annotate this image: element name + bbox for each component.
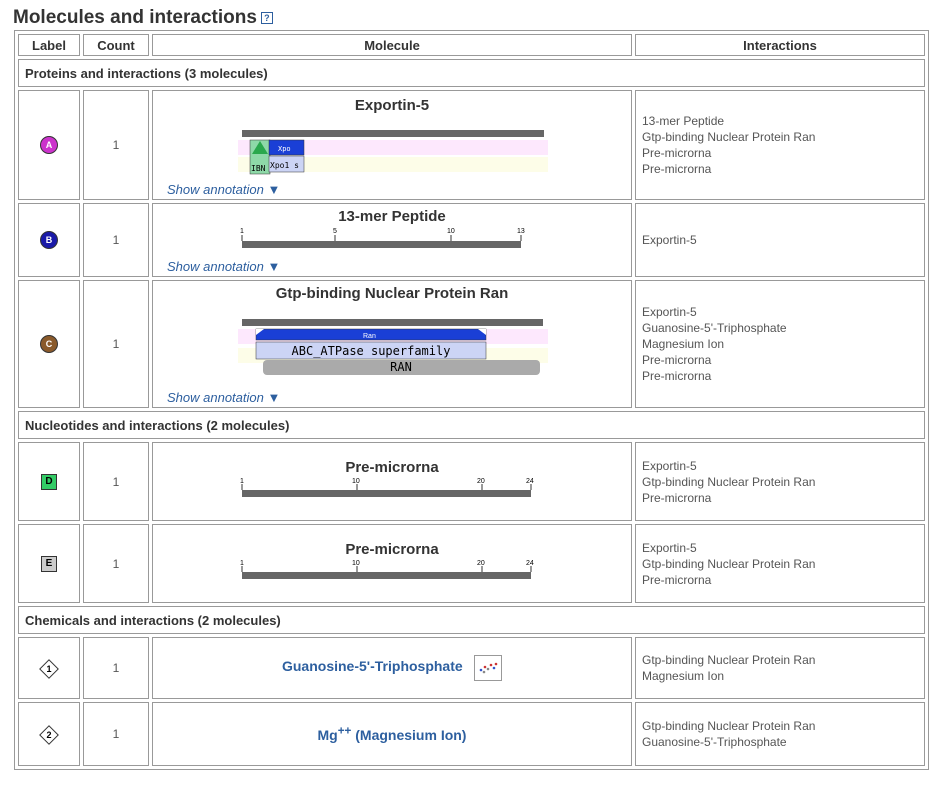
header-row: [18, 34, 925, 56]
interaction-item[interactable]: Pre-microrna: [642, 490, 712, 505]
molecule-cell: [152, 442, 632, 521]
interactions-cell: [635, 702, 925, 766]
table-row-2: [18, 702, 925, 766]
structure-thumbnail-graphic: [475, 656, 501, 680]
molecules-table: [14, 30, 929, 770]
interactions-cell: [635, 90, 925, 200]
sequence-bar: [242, 319, 543, 326]
chemical-name-link[interactable]: [317, 724, 467, 744]
label-cell: [18, 280, 80, 408]
xpo-label: Xpo: [278, 145, 291, 153]
ruler-bar: [242, 572, 531, 579]
interactions-cell: [635, 203, 925, 277]
interaction-item[interactable]: Magnesium Ion: [642, 337, 725, 351]
header-count: Count: [83, 34, 149, 56]
count-cell: 1: [83, 90, 149, 200]
count-cell: 1: [83, 442, 149, 521]
tick-label: 1: [240, 478, 244, 485]
tick-label: 20: [477, 478, 485, 485]
interactions-cell: [635, 442, 925, 521]
interaction-item[interactable]: Pre-microrna: [642, 353, 712, 367]
molecule-name: Exportin-5: [354, 97, 430, 114]
header-label: Label: [18, 34, 80, 56]
tick-label: 10: [352, 478, 360, 485]
table-row-b: [18, 203, 925, 277]
interactions-cell: [635, 524, 925, 603]
sequence-ruler[interactable]: [153, 476, 631, 504]
interaction-item[interactable]: Pre-microrna: [642, 369, 712, 383]
table-row-a: [18, 90, 925, 200]
molecule-name: 13-mer Peptide: [338, 208, 446, 225]
table-row-d: [18, 442, 925, 521]
sequence-ruler[interactable]: [153, 558, 631, 586]
ran-family-label: RAN: [390, 360, 412, 374]
count-cell: 1: [83, 637, 149, 699]
interaction-item[interactable]: Exportin-5: [642, 458, 697, 473]
interaction-item[interactable]: Pre-microrna: [642, 162, 712, 176]
interaction-item[interactable]: Exportin-5: [642, 233, 697, 247]
table-row-c: [18, 280, 925, 408]
interaction-item[interactable]: 13-mer Peptide: [642, 114, 725, 128]
tick-label: 1: [240, 560, 244, 567]
label-badge-a[interactable]: A: [40, 136, 58, 154]
molecule-cell: [152, 280, 632, 408]
section-nucleotides-title: Nucleotides and interactions (2 molecules): [18, 411, 925, 439]
label-cell: [18, 442, 80, 521]
section-proteins-title: Proteins and interactions (3 molecules): [18, 59, 925, 87]
label-cell: [18, 90, 80, 200]
section-chemicals-title: Chemicals and interactions (2 molecules): [18, 606, 925, 634]
interaction-item[interactable]: Guanosine-5'-Triphosphate: [642, 735, 787, 749]
page-title: [13, 7, 273, 29]
show-annotation-link[interactable]: Show annotation ▼: [167, 182, 281, 197]
label-cell: [18, 702, 80, 766]
interaction-item[interactable]: Pre-microrna: [642, 572, 712, 587]
tick-label: 24: [526, 560, 534, 567]
show-annotation-link[interactable]: Show annotation ▼: [167, 390, 281, 405]
section-chemicals: [18, 606, 925, 634]
label-badge-1-text: 1: [46, 663, 52, 674]
header-interactions: Interactions: [635, 34, 925, 56]
chemical-name-main: Mg: [317, 727, 338, 744]
table-row-1: [18, 637, 925, 699]
tick-label: 20: [477, 560, 485, 567]
label-cell: [18, 524, 80, 603]
chemical-name-charge: ++: [337, 724, 352, 738]
chemical-name-rest: (Magnesium Ion): [351, 727, 467, 744]
count-cell: 1: [83, 280, 149, 408]
ruler-bar: [242, 490, 531, 497]
help-icon[interactable]: ?: [261, 12, 273, 24]
molecule-cell: [152, 524, 632, 603]
molecule-cell: [152, 702, 632, 766]
interaction-item[interactable]: Gtp-binding Nuclear Protein Ran: [642, 130, 816, 144]
count-cell: 1: [83, 702, 149, 766]
molecule-cell: [152, 203, 632, 277]
section-nucleotides: [18, 411, 925, 439]
show-annotation-link[interactable]: Show annotation ▼: [167, 259, 281, 274]
tick-label: 10: [447, 228, 455, 235]
label-badge-2-text: 2: [46, 729, 52, 740]
xpo1s-label: Xpo1 s: [270, 161, 299, 170]
tick-label: 10: [352, 560, 360, 567]
table-row-e: [18, 524, 925, 603]
interaction-item[interactable]: Gtp-binding Nuclear Protein Ran: [642, 474, 816, 489]
label-badge-1[interactable]: [39, 659, 59, 679]
interaction-item[interactable]: Pre-microrna: [642, 146, 712, 160]
molecule-name: Pre-microrna: [345, 459, 439, 476]
interaction-item[interactable]: Guanosine-5'-Triphosphate: [642, 321, 787, 335]
ran-small-label: Ran: [363, 333, 376, 340]
label-badge-d[interactable]: D: [41, 474, 57, 490]
tick-label: 5: [333, 228, 337, 235]
molecule-name: Gtp-binding Nuclear Protein Ran: [275, 285, 509, 302]
interactions-cell: [635, 280, 925, 408]
interaction-item[interactable]: Gtp-binding Nuclear Protein Ran: [642, 653, 816, 667]
label-cell: [18, 203, 80, 277]
interaction-item[interactable]: Exportin-5: [642, 540, 697, 555]
sequence-ruler[interactable]: [153, 225, 631, 257]
chemical-name-link[interactable]: Guanosine-5'-Triphosphate: [281, 658, 463, 675]
page-title-text: Molecules and interactions: [13, 7, 257, 28]
interaction-item[interactable]: Exportin-5: [642, 305, 697, 319]
interaction-item[interactable]: Magnesium Ion: [642, 669, 725, 683]
header-molecule: Molecule: [152, 34, 632, 56]
label-badge-2[interactable]: [39, 725, 59, 745]
molecule-cell: [152, 90, 632, 200]
interaction-item[interactable]: Gtp-binding Nuclear Protein Ran: [642, 556, 816, 571]
tick-label: 24: [526, 478, 534, 485]
interactions-cell: [635, 637, 925, 699]
label-badge-b[interactable]: B: [40, 231, 58, 249]
sequence-viewer[interactable]: [153, 302, 631, 392]
ibn-label: IBN: [251, 164, 266, 173]
interaction-item[interactable]: Gtp-binding Nuclear Protein Ran: [642, 719, 816, 733]
ruler-bar: [242, 241, 521, 248]
section-proteins: [18, 59, 925, 87]
structure-thumbnail-icon[interactable]: [474, 655, 502, 681]
sequence-bar: [242, 130, 544, 137]
molecule-cell: [152, 637, 632, 699]
label-cell: [18, 637, 80, 699]
sequence-viewer[interactable]: [153, 114, 631, 184]
label-badge-e[interactable]: E: [41, 556, 57, 572]
molecule-name: Pre-microrna: [345, 541, 439, 558]
label-badge-c[interactable]: C: [40, 335, 58, 353]
tick-label: 1: [240, 228, 244, 235]
count-cell: 1: [83, 203, 149, 277]
tick-label: 13: [517, 228, 525, 235]
count-cell: 1: [83, 524, 149, 603]
abc-atpase-label: ABC_ATPase superfamily: [291, 344, 451, 358]
